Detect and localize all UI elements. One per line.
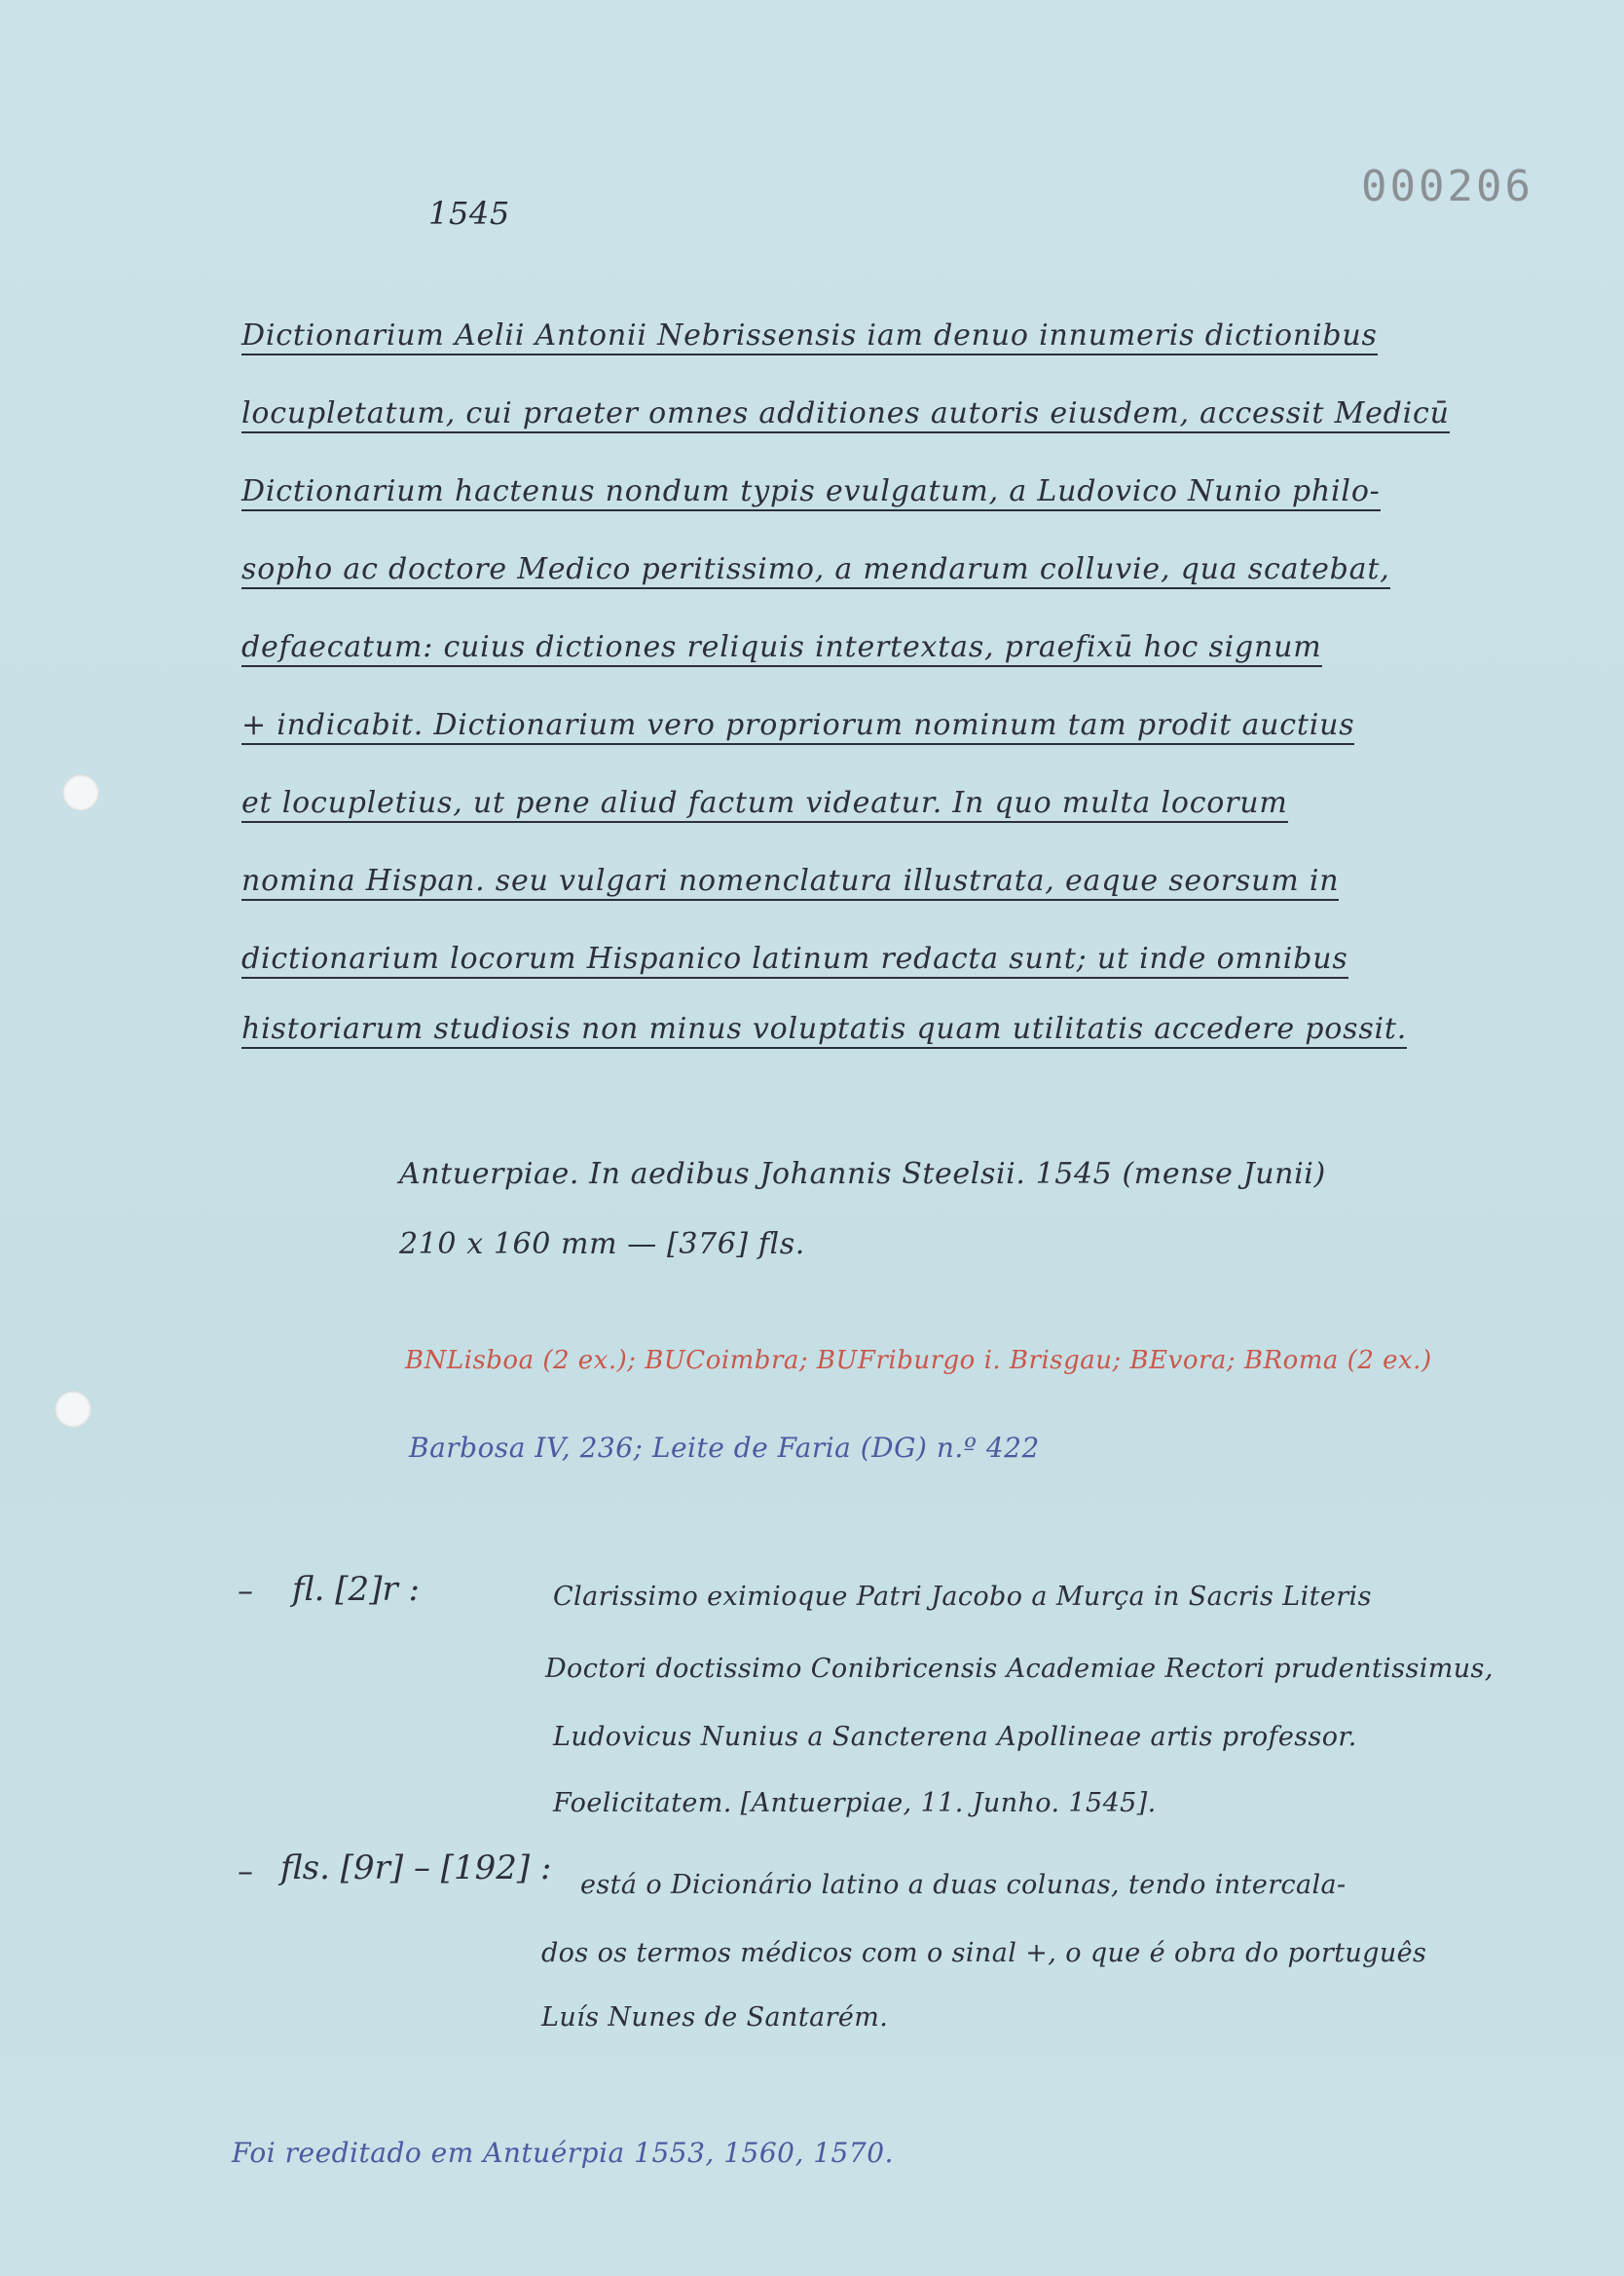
imprint-place: Antuerpiae. In aedibus Johannis Steelsii. 1545 (mense Junii) <box>399 1157 1326 1191</box>
reedition-note: Foi reeditado em Antuérpia 1553, 1560, 1570. <box>232 2137 894 2169</box>
record-year: 1545 <box>428 195 510 232</box>
title-line: dictionarium locorum Hispanico latinum redacta sunt; ut inde omnibus <box>241 943 1348 979</box>
title-line: defaecatum: cuius dictiones reliquis intertextas, praefixū hoc signum <box>241 631 1322 667</box>
note-line: está o Dicionário latino a duas colunas, tendo intercala- <box>580 1870 1347 1900</box>
title-line: sopho ac doctore Medico peritissimo, a mendarum colluvie, qua scatebat, <box>241 553 1390 589</box>
punch-hole-bottom <box>55 1391 92 1428</box>
note-line: Luís Nunes de Santarém. <box>541 2002 889 2033</box>
note-line: Ludovicus Nunius a Sancterena Apollineae artis professor. <box>553 1722 1357 1752</box>
note-line: Foelicitatem. [Antuerpiae, 11. Junho. 1545]. <box>553 1788 1157 1818</box>
record-id-stamp: 000206 <box>1361 162 1533 211</box>
title-line: et locupletius, ut pene aliud factum videatur. In quo multa locorum <box>241 787 1288 823</box>
note-dash: – <box>238 1852 253 1889</box>
note-line: Clarissimo eximioque Patri Jacobo a Murça in Sacris Literis <box>553 1582 1372 1612</box>
note-folio-ref: fl. [2]r : <box>292 1570 420 1609</box>
title-line: + indicabit. Dictionarium vero propriorum nominum tam prodit auctius <box>241 709 1354 745</box>
title-line: nomina Hispan. seu vulgari nomenclatura illustrata, eaque seorsum in <box>241 865 1339 901</box>
title-line: Dictionarium hactenus nondum typis evulgatum, a Ludovico Nunio philo- <box>241 475 1381 511</box>
holdings-list: BNLisboa (2 ex.); BUCoimbra; BUFriburgo i. Brisgau; BEvora; BRoma (2 ex.) <box>405 1346 1432 1375</box>
note-dash: – <box>238 1572 253 1609</box>
title-line: locupletatum, cui praeter omnes additiones autoris eiusdem, accessit Medicū <box>241 397 1450 433</box>
bibliographic-references: Barbosa IV, 236; Leite de Faria (DG) n.º 422 <box>409 1432 1040 1464</box>
title-line: historiarum studiosis non minus voluptatis quam utilitatis accedere possit. <box>241 1013 1407 1049</box>
note-folio-ref: fls. [9r] – [192] : <box>280 1848 552 1887</box>
punch-hole-top <box>62 774 99 811</box>
imprint-format: 210 x 160 mm — [376] fls. <box>399 1227 805 1261</box>
note-line: dos os termos médicos com o sinal +, o que é obra do português <box>541 1938 1427 1968</box>
title-line: Dictionarium Aelii Antonii Nebrissensis iam denuo innumeris dictionibus <box>241 319 1378 355</box>
note-line: Doctori doctissimo Conibricensis Academiae Rectori prudentissimus, <box>545 1654 1494 1684</box>
